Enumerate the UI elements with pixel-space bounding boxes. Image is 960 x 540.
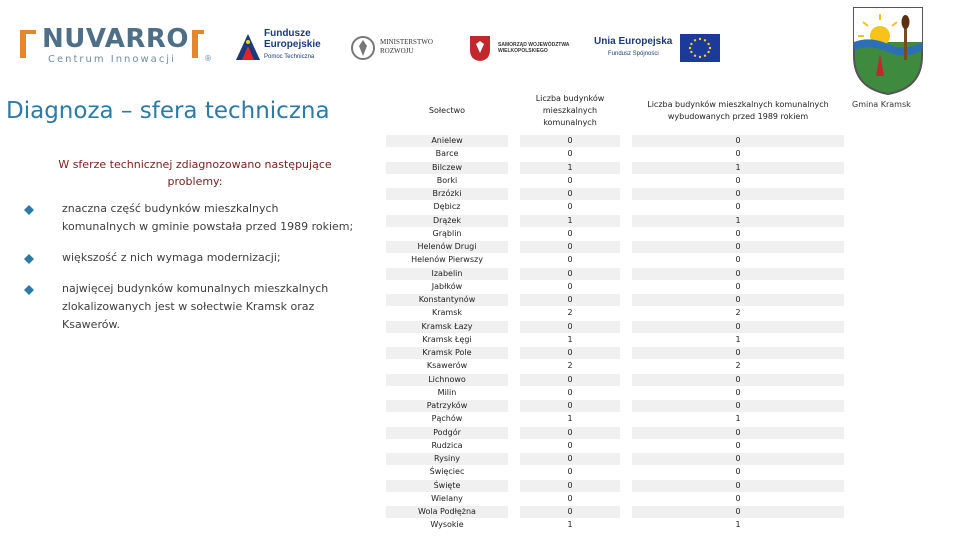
cell-before-1989: 0 <box>632 227 844 240</box>
nuvarro-logo <box>18 24 218 70</box>
cell-solectwo: Drążek <box>386 214 508 227</box>
cell-before-1989: 1 <box>632 413 844 426</box>
cell-solectwo: Milin <box>386 386 508 399</box>
table-row <box>386 161 844 174</box>
cell-count: 0 <box>520 174 620 187</box>
cell-count: 2 <box>520 307 620 320</box>
cell-gap <box>620 254 632 267</box>
intro-text: W sferze technicznej zdiagnozowano następujące problemy: <box>58 158 332 188</box>
cell-gap <box>620 241 632 254</box>
cell-before-1989: 0 <box>632 280 844 293</box>
table-row <box>386 413 844 426</box>
bullet-text: większość z nich wymaga modernizacji; <box>62 251 281 264</box>
table-row <box>386 386 844 399</box>
cell-before-1989: 0 <box>632 201 844 214</box>
table-body <box>386 135 844 533</box>
eu-title: Unia Europejska <box>594 36 673 47</box>
cell-gap <box>508 439 520 452</box>
cell-solectwo: Rysiny <box>386 453 508 466</box>
cell-gap <box>620 347 632 360</box>
cell-solectwo: Lichnowo <box>386 373 508 386</box>
cell-solectwo: Pąchów <box>386 413 508 426</box>
cell-solectwo: Brzózki <box>386 188 508 201</box>
cell-count: 0 <box>520 426 620 439</box>
cell-gap <box>508 479 520 492</box>
cell-gap <box>508 188 520 201</box>
cell-count: 0 <box>520 400 620 413</box>
samorzad-logo <box>468 34 578 64</box>
fe-title: Fundusze Europejskie <box>264 28 321 50</box>
cell-count: 0 <box>520 439 620 452</box>
region-name: SAMORZĄD WOJEWÓDZTWA WIELKOPOLSKIEGO <box>498 42 570 54</box>
page-title: Diagnoza – sfera techniczna <box>6 98 330 124</box>
cell-before-1989: 0 <box>632 439 844 452</box>
ministerstwo-logo <box>350 34 450 64</box>
cell-count: 0 <box>520 386 620 399</box>
table-row <box>386 267 844 280</box>
cell-count: 0 <box>520 479 620 492</box>
nuvarro-registered: ® <box>204 54 212 63</box>
table-row <box>386 506 844 519</box>
cell-gap <box>620 426 632 439</box>
table-row <box>386 347 844 360</box>
cell-count: 0 <box>520 227 620 240</box>
table-row <box>386 492 844 505</box>
eagle-icon <box>350 34 376 62</box>
table-row <box>386 307 844 320</box>
cell-before-1989: 0 <box>632 426 844 439</box>
cell-gap <box>508 148 520 161</box>
cell-count: 0 <box>520 254 620 267</box>
cell-gap <box>620 479 632 492</box>
cell-gap <box>508 307 520 320</box>
table-row <box>386 320 844 333</box>
table-row <box>386 333 844 346</box>
header-count: Liczba budynków mieszkalnych komunalnych <box>520 88 620 135</box>
table-row <box>386 201 844 214</box>
cell-before-1989: 1 <box>632 161 844 174</box>
cell-count: 0 <box>520 188 620 201</box>
table-row <box>386 453 844 466</box>
wlkp-shield-icon <box>468 34 492 62</box>
table-row <box>386 466 844 479</box>
cell-count: 0 <box>520 347 620 360</box>
cell-before-1989: 0 <box>632 479 844 492</box>
table-row <box>386 360 844 373</box>
cell-solectwo: Rudzica <box>386 439 508 452</box>
cell-count: 0 <box>520 492 620 505</box>
cell-before-1989: 0 <box>632 254 844 267</box>
nuvarro-bracket-icon <box>18 26 40 60</box>
cell-count: 0 <box>520 453 620 466</box>
cell-gap <box>620 360 632 373</box>
cell-gap <box>620 519 632 532</box>
cell-before-1989: 0 <box>632 241 844 254</box>
fundusze-europejskie-logo <box>234 28 330 66</box>
cell-before-1989: 2 <box>632 360 844 373</box>
cell-gap <box>508 506 520 519</box>
cell-gap <box>620 307 632 320</box>
cell-gap <box>508 413 520 426</box>
cell-solectwo: Konstantynów <box>386 294 508 307</box>
cell-before-1989: 0 <box>632 466 844 479</box>
cell-gap <box>620 201 632 214</box>
header-gap <box>508 88 520 135</box>
cell-gap <box>508 294 520 307</box>
header-gap <box>620 88 632 135</box>
cell-gap <box>620 135 632 148</box>
cell-gap <box>620 400 632 413</box>
cell-gap <box>620 188 632 201</box>
solectwa-table <box>386 88 844 533</box>
cell-gap <box>620 439 632 452</box>
table-row <box>386 135 844 148</box>
cell-before-1989: 0 <box>632 174 844 187</box>
table-row <box>386 241 844 254</box>
gmina-kramsk-crest-icon <box>850 6 926 96</box>
cell-count: 1 <box>520 333 620 346</box>
table-row <box>386 519 844 532</box>
cell-count: 0 <box>520 320 620 333</box>
cell-gap <box>508 135 520 148</box>
unia-europejska-logo <box>594 36 724 66</box>
nuvarro-subtitle: Centrum Innowacji <box>48 54 176 65</box>
cell-gap <box>620 333 632 346</box>
table-row <box>386 373 844 386</box>
cell-solectwo: Anielew <box>386 135 508 148</box>
cell-solectwo: Wysokie <box>386 519 508 532</box>
cell-before-1989: 0 <box>632 347 844 360</box>
cell-gap <box>508 453 520 466</box>
diamond-bullet-icon <box>24 285 34 295</box>
cell-gap <box>620 294 632 307</box>
table-row <box>386 227 844 240</box>
cell-solectwo: Barce <box>386 148 508 161</box>
cell-solectwo: Jabłków <box>386 280 508 293</box>
cell-gap <box>508 360 520 373</box>
cell-before-1989: 0 <box>632 506 844 519</box>
ministry-name: MINISTERSTWO ROZWOJU <box>380 38 433 55</box>
cell-solectwo: Wola Podłężna <box>386 506 508 519</box>
cell-count: 1 <box>520 214 620 227</box>
table-row <box>386 294 844 307</box>
cell-solectwo: Kramsk Łęgi <box>386 333 508 346</box>
table-header-row <box>386 88 844 135</box>
cell-solectwo: Wielany <box>386 492 508 505</box>
cell-count: 0 <box>520 466 620 479</box>
bullet-list <box>24 200 354 347</box>
cell-solectwo: Grąblin <box>386 227 508 240</box>
table-row <box>386 148 844 161</box>
header-before-1989: Liczba budynków mieszkalnych komunalnych wybudowanych przed 1989 rokiem <box>632 88 844 135</box>
crest-label: Gmina Kramsk <box>852 100 911 109</box>
cell-before-1989: 0 <box>632 148 844 161</box>
cell-solectwo: Kramsk <box>386 307 508 320</box>
cell-gap <box>620 214 632 227</box>
cell-before-1989: 0 <box>632 492 844 505</box>
cell-solectwo: Helenów Pierwszy <box>386 254 508 267</box>
cell-solectwo: Patrzyków <box>386 400 508 413</box>
cell-count: 0 <box>520 373 620 386</box>
cell-gap <box>620 413 632 426</box>
table-row <box>386 400 844 413</box>
cell-gap <box>508 214 520 227</box>
cell-gap <box>508 227 520 240</box>
cell-before-1989: 0 <box>632 267 844 280</box>
cell-count: 2 <box>520 360 620 373</box>
cell-solectwo: Święciec <box>386 466 508 479</box>
cell-gap <box>620 373 632 386</box>
cell-gap <box>508 400 520 413</box>
header-solectwo: Sołectwo <box>386 88 508 135</box>
cell-gap <box>508 373 520 386</box>
cell-before-1989: 2 <box>632 307 844 320</box>
bullet-text: najwięcej budynków komunalnych mieszkalnych zlokalizowanych jest w sołectwie Kramsk oraz Ksawerów. <box>62 282 329 331</box>
table-row <box>386 174 844 187</box>
cell-gap <box>620 148 632 161</box>
cell-count: 0 <box>520 280 620 293</box>
cell-gap <box>508 280 520 293</box>
cell-gap <box>508 386 520 399</box>
cell-solectwo: Kramsk Łazy <box>386 320 508 333</box>
cell-gap <box>508 201 520 214</box>
cell-gap <box>620 492 632 505</box>
cell-gap <box>508 492 520 505</box>
cell-before-1989: 0 <box>632 294 844 307</box>
cell-count: 0 <box>520 506 620 519</box>
table-row <box>386 254 844 267</box>
cell-gap <box>508 333 520 346</box>
cell-solectwo: Podgór <box>386 426 508 439</box>
table-row <box>386 439 844 452</box>
cell-gap <box>620 280 632 293</box>
bullet-item <box>24 280 354 334</box>
cell-gap <box>620 466 632 479</box>
cell-gap <box>508 161 520 174</box>
cell-solectwo: Izabelin <box>386 267 508 280</box>
cell-before-1989: 0 <box>632 453 844 466</box>
cell-before-1989: 0 <box>632 386 844 399</box>
cell-before-1989: 1 <box>632 333 844 346</box>
eu-flag-icon <box>680 34 720 62</box>
cell-gap <box>508 254 520 267</box>
diamond-bullet-icon <box>24 254 34 264</box>
cell-count: 1 <box>520 413 620 426</box>
cell-before-1989: 1 <box>632 214 844 227</box>
table-row <box>386 280 844 293</box>
cell-gap <box>620 227 632 240</box>
cell-before-1989: 0 <box>632 400 844 413</box>
cell-gap <box>620 506 632 519</box>
cell-solectwo: Dębicz <box>386 201 508 214</box>
bullet-item <box>24 249 354 267</box>
cell-gap <box>620 161 632 174</box>
cell-count: 0 <box>520 267 620 280</box>
cell-gap <box>508 426 520 439</box>
cell-gap <box>508 519 520 532</box>
cell-count: 1 <box>520 161 620 174</box>
table-row <box>386 214 844 227</box>
cell-gap <box>508 347 520 360</box>
cell-before-1989: 0 <box>632 135 844 148</box>
table-row <box>386 479 844 492</box>
cell-count: 0 <box>520 201 620 214</box>
cell-gap <box>508 267 520 280</box>
cell-gap <box>508 241 520 254</box>
fe-star-icon <box>234 30 262 62</box>
bullet-item <box>24 200 354 236</box>
cell-count: 0 <box>520 294 620 307</box>
fe-subtitle: Pomoc Techniczna <box>264 54 315 60</box>
bullet-text: znaczna część budynków mieszkalnych komunalnych w gminie powstała przed 1989 rokiem; <box>62 202 354 233</box>
cell-before-1989: 0 <box>632 373 844 386</box>
cell-solectwo: Borki <box>386 174 508 187</box>
cell-solectwo: Święte <box>386 479 508 492</box>
cell-gap <box>620 267 632 280</box>
cell-gap <box>508 466 520 479</box>
cell-gap <box>508 320 520 333</box>
cell-count: 0 <box>520 135 620 148</box>
cell-gap <box>620 386 632 399</box>
cell-solectwo: Helenów Drugi <box>386 241 508 254</box>
cell-solectwo: Kramsk Pole <box>386 347 508 360</box>
cell-gap <box>620 174 632 187</box>
cell-solectwo: Ksawerów <box>386 360 508 373</box>
eu-subtitle: Fundusz Spójności <box>608 51 659 57</box>
cell-gap <box>508 174 520 187</box>
table-row <box>386 188 844 201</box>
cell-before-1989: 1 <box>632 519 844 532</box>
cell-solectwo: Bilczew <box>386 161 508 174</box>
cell-before-1989: 0 <box>632 320 844 333</box>
cell-count: 1 <box>520 519 620 532</box>
cell-gap <box>620 453 632 466</box>
table-row <box>386 426 844 439</box>
logo-bar <box>0 0 840 100</box>
nuvarro-name: NUVARRO <box>42 24 189 54</box>
cell-count: 0 <box>520 241 620 254</box>
diamond-bullet-icon <box>24 205 34 215</box>
cell-gap <box>620 320 632 333</box>
cell-count: 0 <box>520 148 620 161</box>
cell-before-1989: 0 <box>632 188 844 201</box>
